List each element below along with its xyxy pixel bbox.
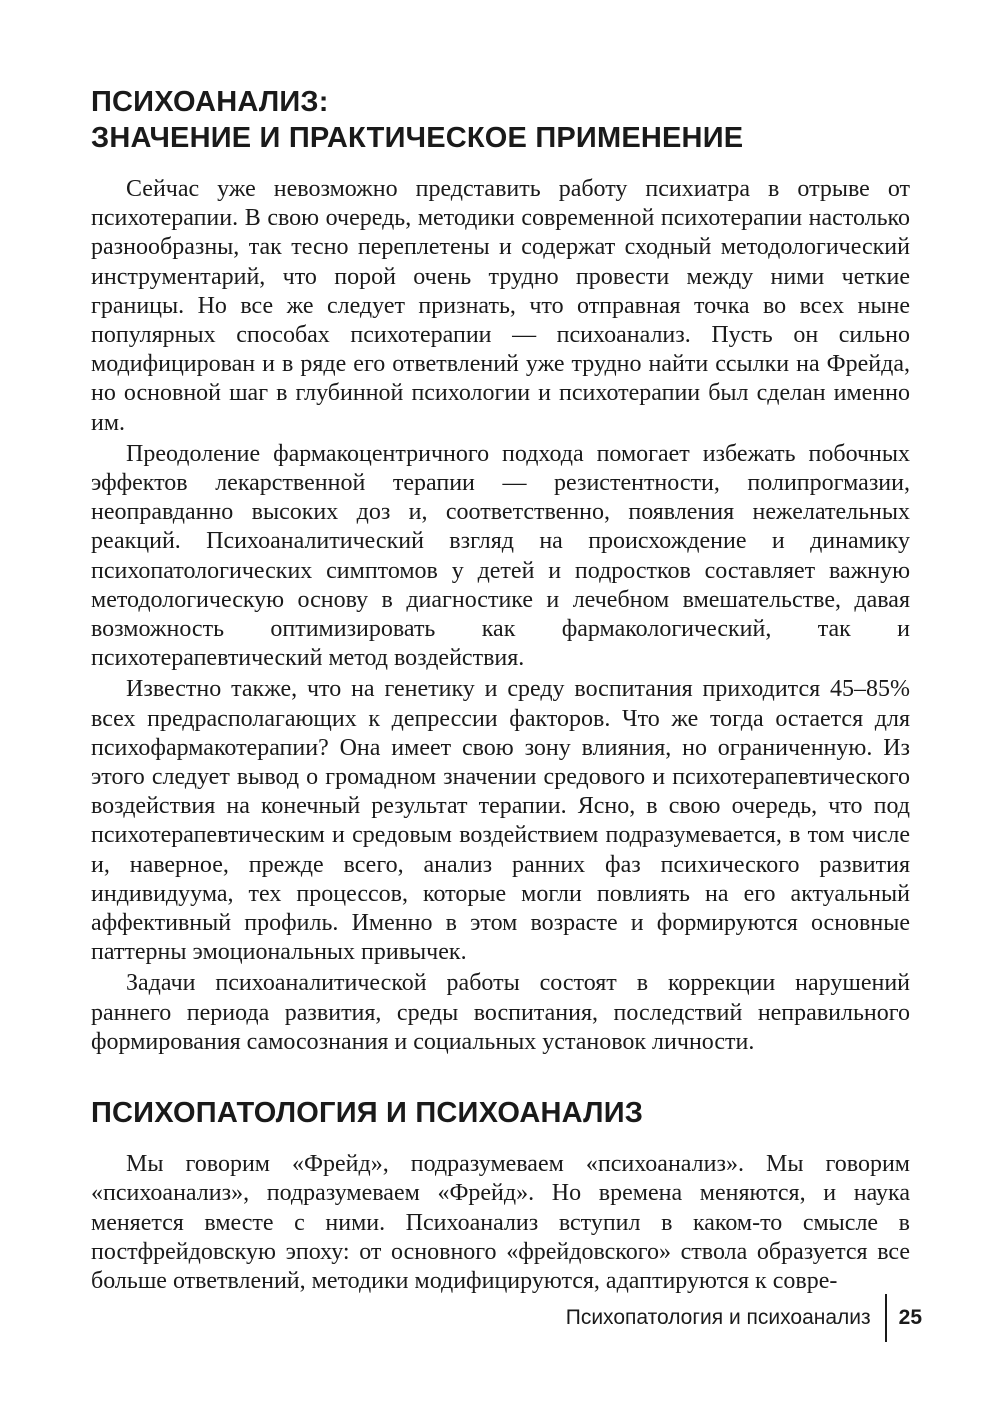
section2-paragraph: Мы говорим «Фрейд», подразумеваем «психоанализ». Мы говорим «психоанализ», подразумеваем «Фрейд». Но времена меняются, и наука меняется вместе с ними. Психоанализ вступил в каком-то смысле в постфрейдовскую эпоху: от основного «фрейдовского» ствола образуется все больше ответвлений, методики модифицируются, адаптируются к совре- xyxy=(91,1151,910,1294)
section1-paragraph: Задачи психоаналитической работы состоят в коррекции нарушений раннего периода развития, среды воспитания, последствий неправильного формирования самосознания и социальных установок личности. xyxy=(91,970,910,1055)
page-footer xyxy=(566,1294,922,1342)
section1-title xyxy=(91,84,910,156)
section1-paragraph: Известно также, что на генетику и среду воспитания приходится 45–85% всех предрасполагающих к депрессии факторов. Что же тогда остается для психофармакотерапии? Она имеет свою зону влияния, но ограниченную. Из этого следует вывод о громадном значении средового и психотерапевтического воздействия на конечный результат терапии. Ясно, в свою очередь, что под психотерапевтическим и средовым воздействием подразумевается, в том числе и, наверное, прежде всего, анализ ранних фаз психического развития индивидуума, тех процессов, которые могли повлиять на его актуальный аффективный профиль. Именно в этом возрасте и формируются основные паттерны эмоциональных привычек. xyxy=(91,676,910,966)
page-number: 25 xyxy=(898,1306,922,1329)
section1-paragraph: Преодоление фармакоцентричного подхода помогает избежать побочных эффектов лекарственной терапии — резистентности, полипрогмазии, неоправданно высоких доз и, соответственно, появления нежелательных реакций. Психоаналитический взгляд на происхождение и динамику психопатологических симптомов у детей и подростков составляет важную методологическую основу в диагностике и лечебном вмешательстве, давая возможность оптимизировать как фармакологический, так и психотерапевтический метод воздействия. xyxy=(91,440,910,672)
running-title: Психопатология и психоанализ xyxy=(565,1306,871,1329)
section1-title-line2: ЗНАЧЕНИЕ И ПРАКТИЧЕСКОЕ ПРИМЕНЕНИЕ xyxy=(91,122,744,154)
section1-paragraph: Сейчас уже невозможно представить работу психиатра в отрыве от психотерапии. В свою очередь, методики современной психотерапии настолько разнообразны, так тесно переплетены и содержат сходный методологический инструментарий, что порой очень трудно провести между ними четкие границы. Но все же следует признать, что отправная точка во всех ныне популярных способах психотерапии — психоанализ. Пусть он сильно модифицирован и в ряде его ответвлений уже трудно найти ссылки на Фрейда, но основной шаг в глубинной психологии и психотерапии был сделан именно им. xyxy=(91,176,910,436)
page-content xyxy=(91,84,910,1298)
section1-title-line1: ПСИХОАНАЛИЗ: xyxy=(91,86,329,118)
section2-title: ПСИХОПАТОЛОГИЯ И ПСИХОАНАЛИЗ xyxy=(91,1097,644,1130)
